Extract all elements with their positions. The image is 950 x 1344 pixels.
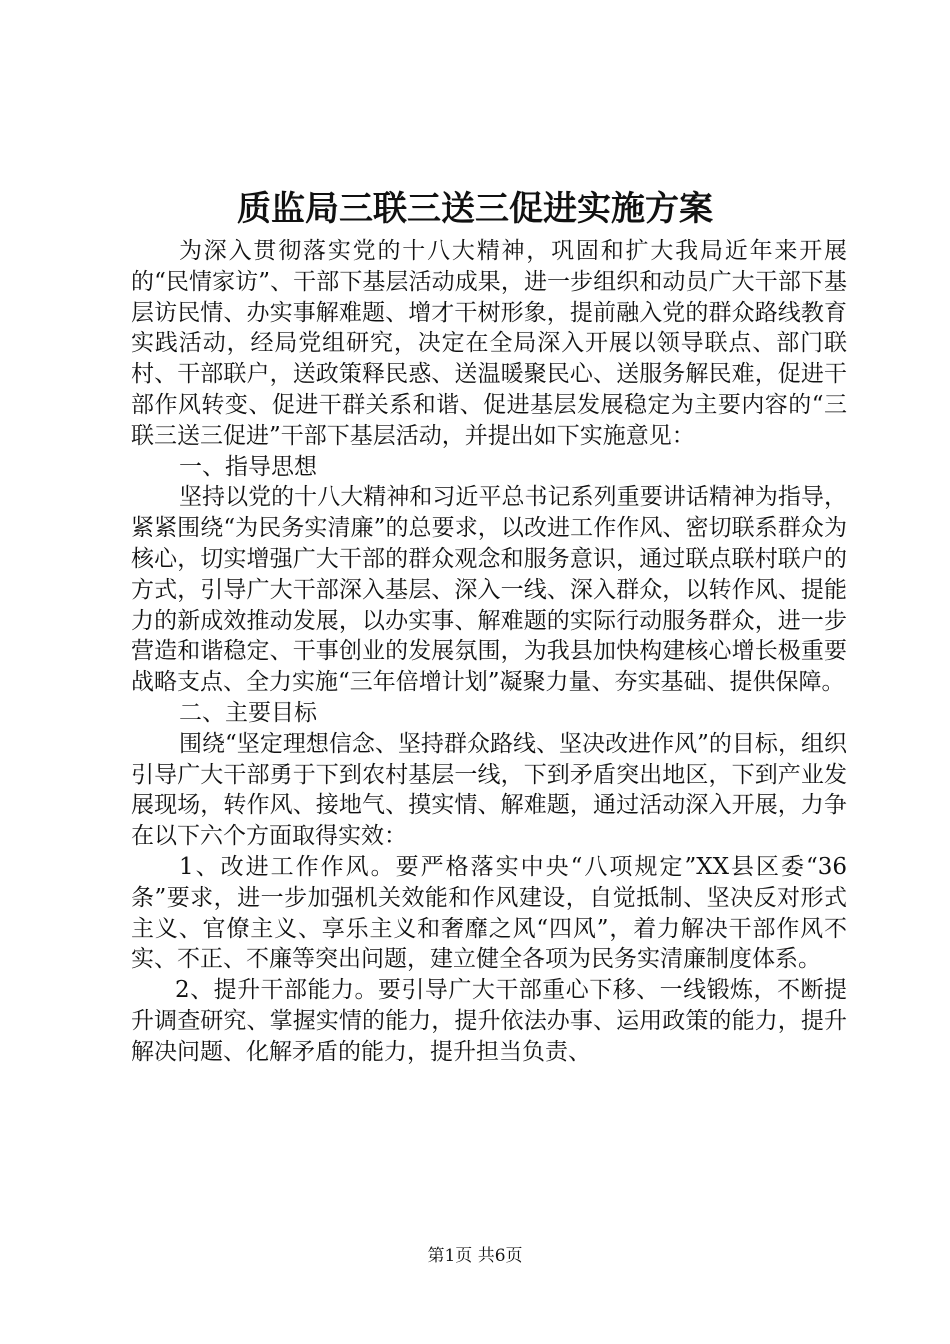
section-heading-main-goals: 二、主要目标 xyxy=(179,699,317,726)
document-title: 质监局三联三送三促进实施方案 xyxy=(237,189,713,229)
section-heading-guiding-ideology: 一、指导思想 xyxy=(179,453,317,480)
goal-item-2: 2、提升干部能力。要引导广大干部重心下移、一线锻炼，不断提升调查研究、掌握实情的能力，提升依法办事、运用政策的能力，提升解决问题、化解矛盾的能力，提升担当负责、 xyxy=(131,977,847,1065)
main-goals-paragraph: 围绕“坚定理想信念、坚持群众路线、坚决改进作风”的目标，组织引导广大干部勇于下到农村基层一线，下到矛盾突出地区，下到产业发展现场，转作风、接地气、摸实情、解难题，通过活动深入开展，力争在以下六个方面取得实效： xyxy=(131,730,847,850)
document-body xyxy=(131,236,847,1068)
goal-item-1: 1、改进工作作风。要严格落实中央“八项规定”XX县区委“36条”要求，进一步加强机关效能和作风建设，自觉抵制、坚决反对形式主义、官僚主义、享乐主义和奢靡之风“四风”，着力解决干部作风不实、不正、不廉等突出问题，建立健全各项为民务实清廉制度体系。 xyxy=(131,853,847,973)
intro-paragraph: 为深入贯彻落实党的十八大精神，巩固和扩大我局近年来开展的“民情家访”、干部下基层活动成果，进一步组织和动员广大干部下基层访民情、办实事解难题、增才干树形象，提前融入党的群众路线教育实践活动，经局党组研究，决定在全局深入开展以领导联点、部门联村、干部联户，送政策释民惑、送温暖聚民心、送服务解民难，促进干部作风转变、促进干群关系和谐、促进基层发展稳定为主要内容的“三联三送三促进”干部下基层活动，并提出如下实施意见： xyxy=(131,238,847,449)
page-number-footer: 第1页 共6页 xyxy=(427,1246,523,1266)
guiding-ideology-paragraph: 坚持以党的十八大精神和习近平总书记系列重要讲话精神为指导，紧紧围绕“为民务实清廉”的总要求，以改进工作作风、密切联系群众为核心，切实增强广大干部的群众观念和服务意识，通过联点联村联户的方式，引导广大干部深入基层、深入一线、深入群众，以转作风、提能力的新成效推动发展，以办实事、解难题的实际行动服务群众，进一步营造和谐稳定、干事创业的发展氛围，为我县加快构建核心增长极重要战略支点、全力实施“三年倍增计划”凝聚力量、夯实基础、提供保障。 xyxy=(131,484,847,696)
